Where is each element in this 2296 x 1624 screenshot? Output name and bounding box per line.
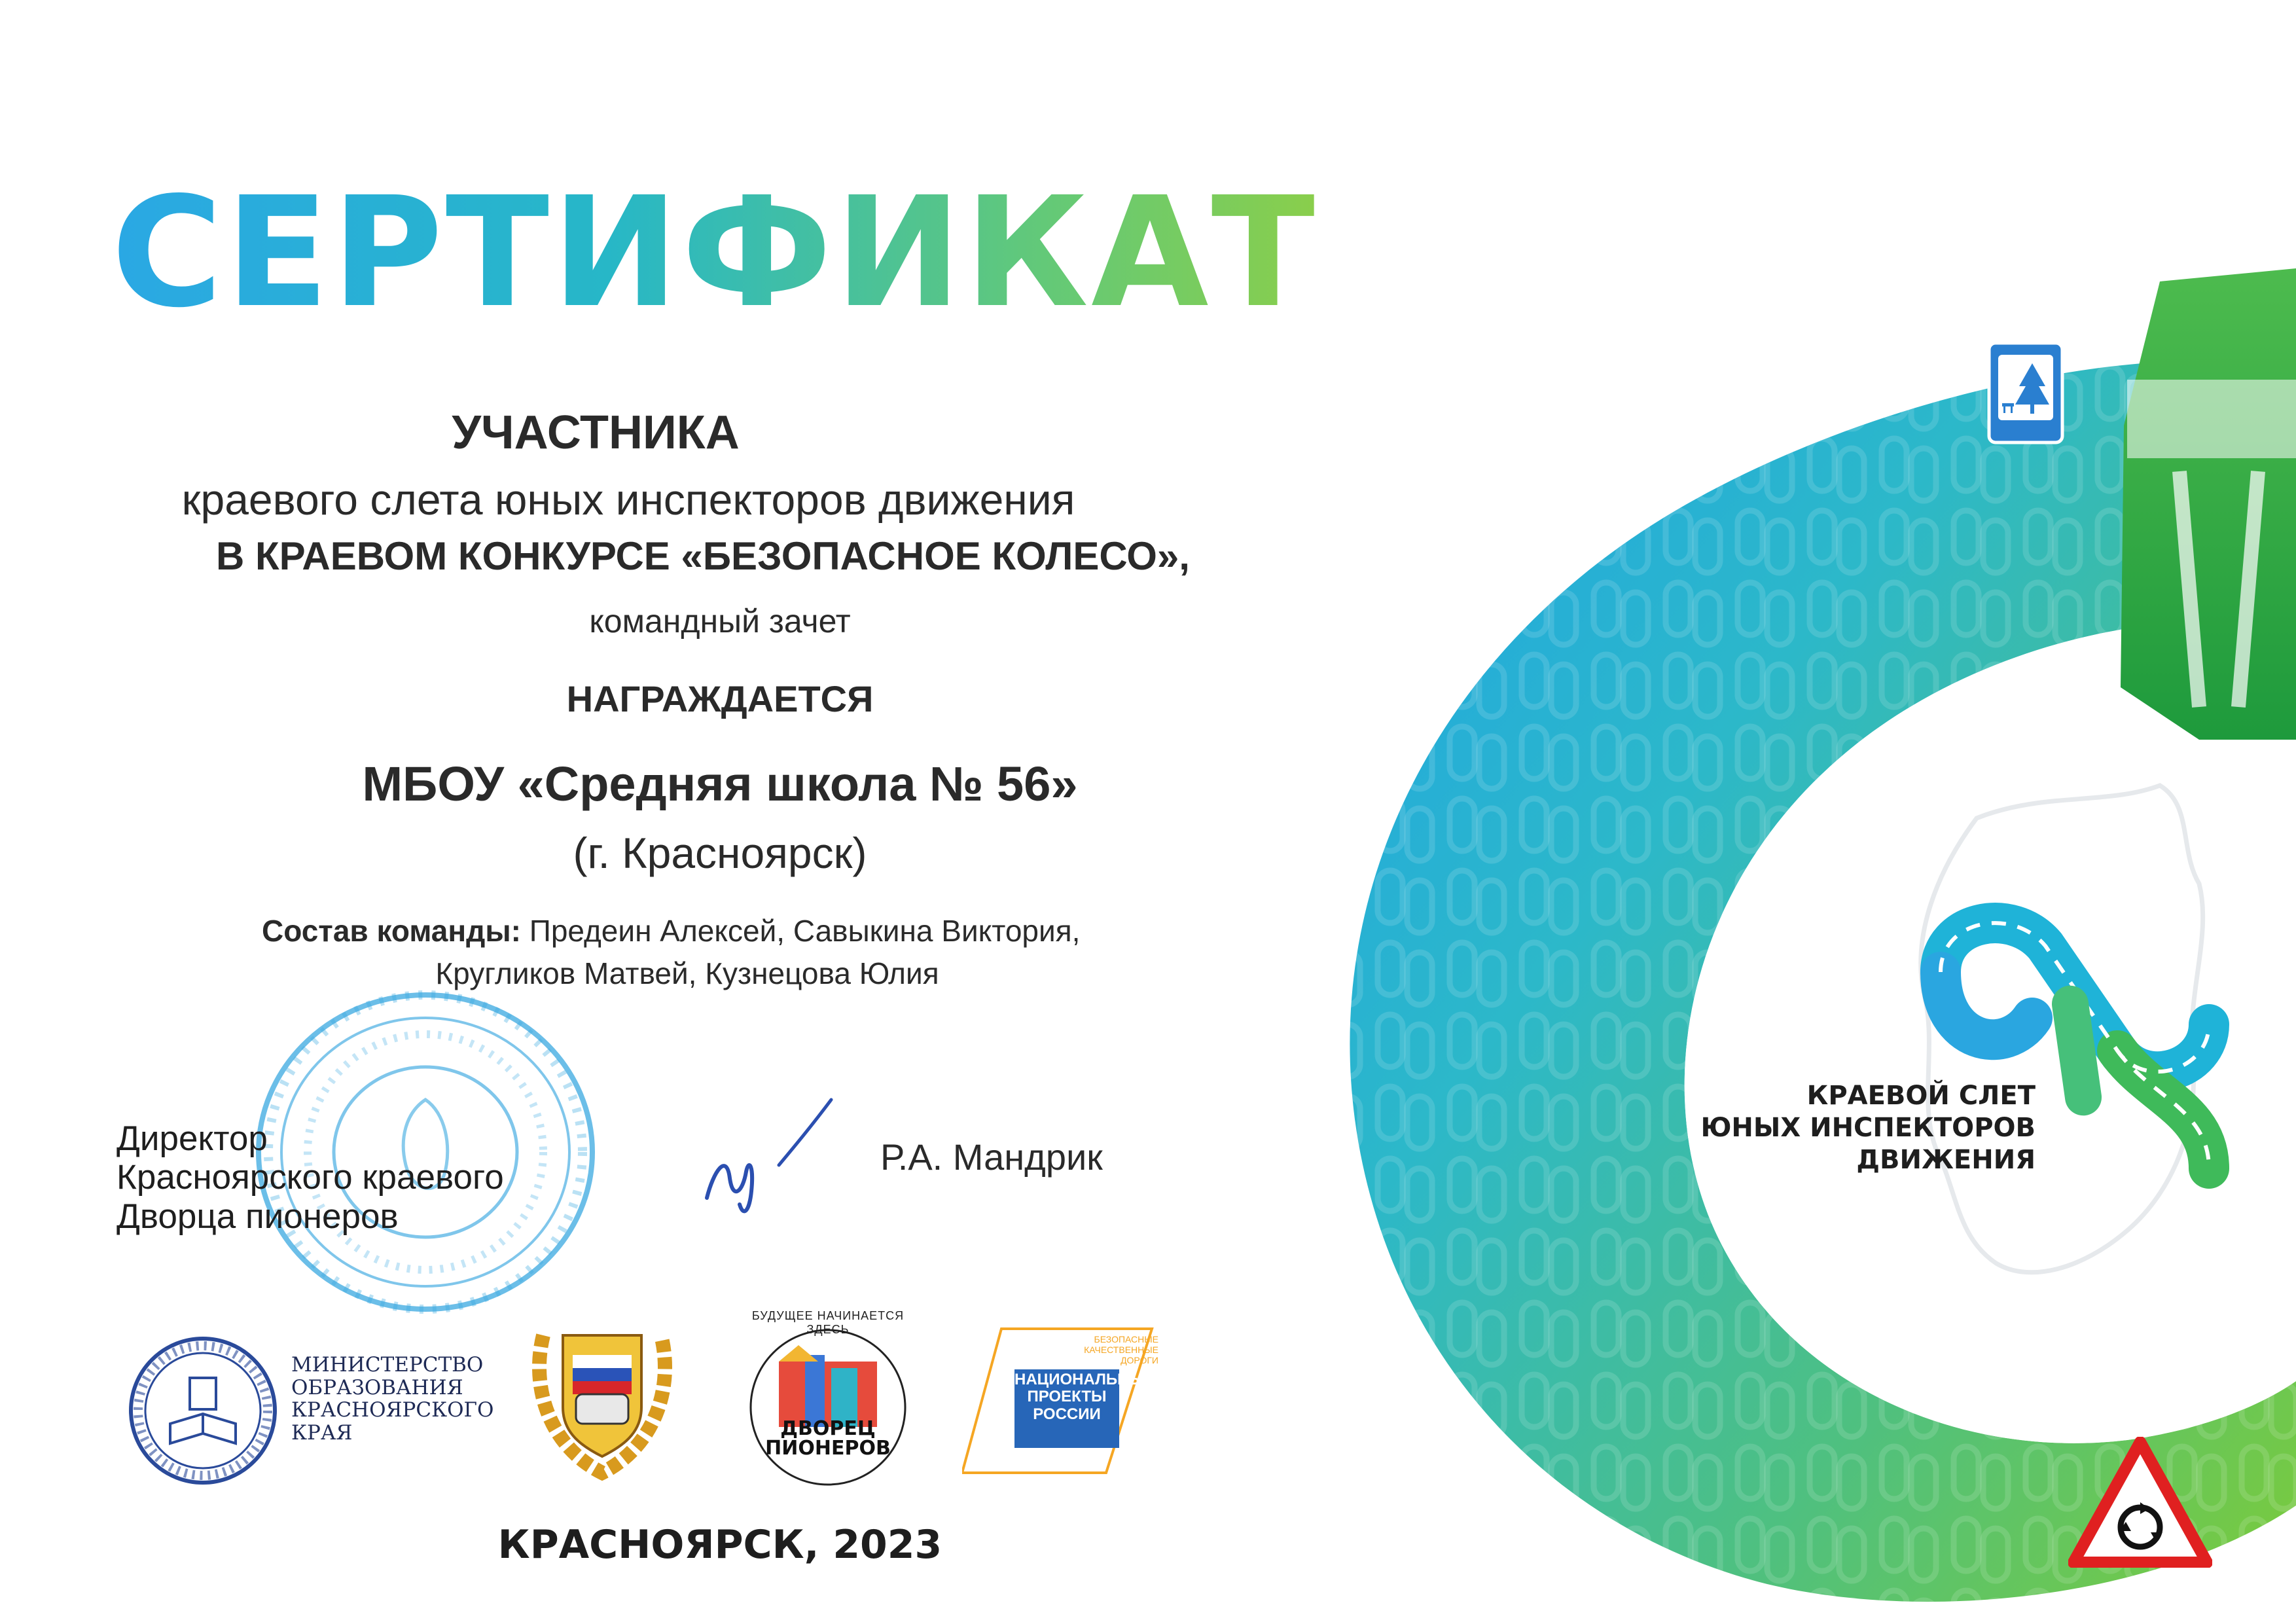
awarded-label: НАГРАЖДАЕТСЯ: [566, 678, 874, 719]
pioneer-palace-tagline: БУДУЩЕЕ НАЧИНАЕТСЯ ЗДЕСЬ: [751, 1309, 905, 1336]
np-line-2: ПРОЕКТЫ: [1027, 1388, 1107, 1406]
recipient-city: (г. Красноярск): [573, 829, 867, 877]
signer-title-line-3: Дворца пионеров: [117, 1197, 399, 1236]
event-logo-line-3: ДВИЖЕНИЯ: [1856, 1144, 2036, 1175]
pioneer-palace-line-2: ПИОНЕРОВ: [765, 1437, 891, 1460]
certificate-title: СЕРТИФИКАТ: [111, 177, 1355, 329]
signature: [681, 1087, 838, 1237]
recipient-name: МБОУ «Средняя школа № 56»: [362, 757, 1078, 811]
ministry-emblem: [124, 1332, 281, 1489]
signer-title-line-1: Директор: [117, 1119, 268, 1158]
national-projects-small: [1047, 1334, 1158, 1365]
ministry-line-3: КРАСНОЯРСКОГО: [291, 1398, 494, 1422]
event-logo-line-1: КРАЕВОЙ СЛЕТ: [1806, 1081, 2036, 1111]
np-line-3: РОССИИ: [1033, 1405, 1101, 1423]
np-small-line-1: БЕЗОПАСНЫЕ: [1094, 1334, 1158, 1344]
national-projects-text: [1014, 1371, 1155, 1423]
pioneer-palace-line-1: ДВОРЕЦ: [780, 1417, 876, 1440]
signer-title-line-2: Красноярского краевого: [117, 1158, 504, 1197]
event-logo-text: [1676, 1080, 2036, 1176]
pioneer-palace-text: [746, 1419, 910, 1458]
roundabout-warning-sign-icon: [2068, 1437, 2212, 1571]
subtitle-line-3: командный зачет: [589, 603, 851, 640]
forest-road-sign-icon: [1986, 340, 2065, 448]
ministry-text: [291, 1353, 494, 1445]
team-label: Состав команды:: [262, 914, 521, 948]
np-line-1: НАЦИОНАЛЬНЫЕ: [1014, 1371, 1155, 1388]
subtitle-participant: УЧАСТНИКА: [452, 406, 740, 459]
signer-name: Р.А. Мандрик: [880, 1136, 1103, 1178]
pioneer-palace-logo: [740, 1316, 916, 1492]
ministry-line-2: ОБРАЗОВАНИЯ: [291, 1375, 463, 1399]
traffic-police-emblem: [524, 1309, 681, 1486]
team-members-2: Кругликов Матвей, Кузнецова Юлия: [435, 956, 939, 990]
ministry-line-1: МИНИСТЕРСТВО: [291, 1353, 484, 1377]
subtitle-line-1: краевого слета юных инспекторов движения: [181, 475, 1075, 524]
event-logo-line-2: ЮНЫХ ИНСПЕКТОРОВ: [1700, 1112, 2036, 1143]
ministry-line-4: КРАЯ: [291, 1421, 353, 1445]
np-small-line-2: КАЧЕСТВЕННЫЕ ДОРОГИ: [1084, 1344, 1158, 1366]
signer-title: [117, 1119, 575, 1236]
footer-city-year: КРАСНОЯРСК, 2023: [497, 1522, 942, 1568]
subtitle-line-2: В КРАЕВОМ КОНКУРСЕ «БЕЗОПАСНОЕ КОЛЕСО»,: [216, 534, 1190, 578]
team-line-1: [262, 913, 1244, 948]
team-members-1: Предеин Алексей, Савыкина Виктория,: [529, 914, 1081, 948]
